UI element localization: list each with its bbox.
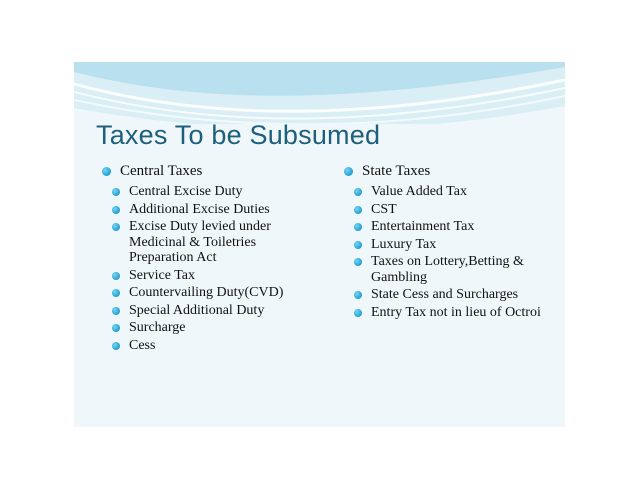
- bullet-icon: [112, 272, 120, 280]
- list-item: [102, 219, 312, 266]
- slide: [74, 62, 565, 427]
- bullet-icon: [354, 188, 362, 196]
- list-item-text: Central Excise Duty: [129, 184, 243, 199]
- list-item-text: Countervailing Duty(CVD): [129, 285, 284, 300]
- bullet-icon: [354, 241, 362, 249]
- state-taxes-column: [344, 162, 554, 322]
- list-item: [344, 237, 554, 253]
- list-item: [344, 184, 554, 200]
- list-item: [102, 268, 312, 284]
- list-item: [102, 320, 312, 336]
- list-item-text: Cess: [129, 337, 156, 353]
- bullet-icon: [354, 223, 362, 231]
- bullet-icon: [112, 307, 120, 315]
- bullet-icon: [102, 167, 111, 176]
- list-item-text: State Cess and Surcharges: [371, 287, 519, 302]
- list-item: [102, 184, 312, 200]
- list-item-text: Entry Tax not in lieu of Octroi: [371, 304, 541, 320]
- bullet-icon: [354, 291, 362, 299]
- bullet-icon: [112, 342, 120, 350]
- list-item: [344, 287, 554, 303]
- bullet-icon: [354, 309, 362, 317]
- list-item-text: CST: [371, 201, 397, 217]
- bullet-icon: [112, 206, 120, 214]
- list-item-text: Service Tax: [129, 267, 196, 283]
- state-taxes-heading: [344, 162, 554, 181]
- list-item-text: Entertainment Tax: [371, 219, 475, 234]
- list-item-text: Special Additional Duty: [129, 302, 265, 318]
- list-item-text: Surcharge: [129, 320, 186, 335]
- list-item-text: Excise Duty levied under Medicinal & Toiletries Preparation Act: [129, 219, 271, 265]
- central-taxes-column: [102, 162, 312, 355]
- wave-decoration: [74, 62, 565, 124]
- list-item-text: Additional Excise Duties: [129, 201, 270, 217]
- list-item: [102, 285, 312, 301]
- central-taxes-heading: [102, 162, 312, 181]
- state-taxes-list: [344, 184, 554, 320]
- bullet-icon: [112, 188, 120, 196]
- list-item: [344, 305, 554, 321]
- list-item: [102, 202, 312, 218]
- state-taxes-heading-text: State Taxes: [362, 163, 431, 179]
- bullet-icon: [354, 206, 362, 214]
- list-item: [102, 338, 312, 354]
- list-item: [344, 202, 554, 218]
- list-item: [344, 219, 554, 235]
- bullet-icon: [354, 258, 362, 266]
- list-item: [102, 303, 312, 319]
- list-item-text: Value Added Tax: [371, 184, 467, 199]
- bullet-icon: [112, 324, 120, 332]
- list-item-text: Luxury Tax: [371, 236, 437, 252]
- bullet-icon: [344, 167, 353, 176]
- list-item: [344, 254, 554, 285]
- list-item-text: Taxes on Lottery,Betting & Gambling: [371, 254, 524, 285]
- bullet-icon: [112, 223, 120, 231]
- central-taxes-heading-text: Central Taxes: [120, 163, 203, 179]
- slide-title: Taxes To be Subsumed: [96, 120, 381, 150]
- bullet-icon: [112, 289, 120, 297]
- central-taxes-list: [102, 184, 312, 353]
